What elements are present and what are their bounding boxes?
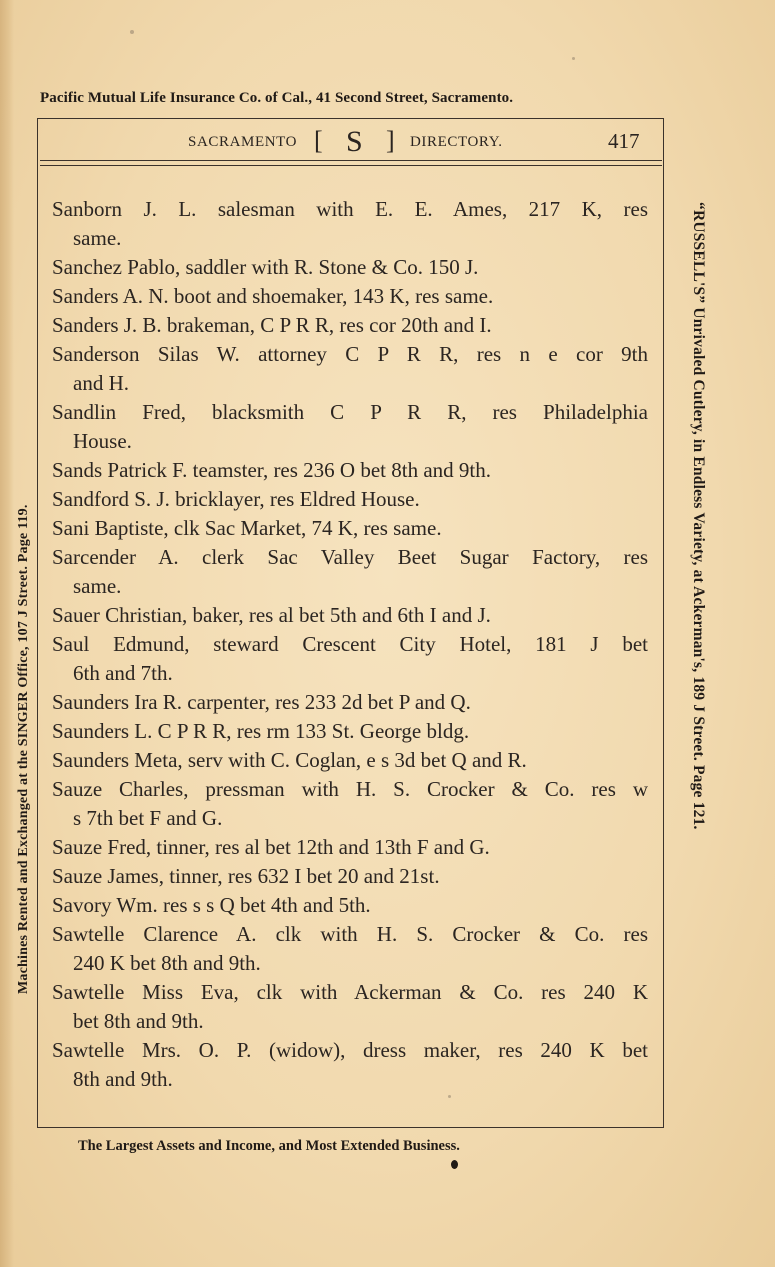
directory-entry (52, 775, 648, 833)
running-head (52, 125, 652, 161)
directory-entry (52, 920, 648, 978)
paper-speck (448, 1095, 451, 1098)
entry-line: Sanderson Silas W. attorney C P R R, res n e cor 9th (52, 342, 648, 366)
entry-line: Sanchez Pablo, saddler with R. Stone & Co. 150 J. (52, 255, 479, 279)
directory-entry (52, 195, 648, 253)
directory-entry (52, 514, 648, 543)
directory-entry (52, 862, 648, 891)
entry-line: Savory Wm. res s s Q bet 4th and 5th. (52, 893, 371, 917)
entry-line: Saunders Ira R. carpenter, res 233 2d bet P and Q. (52, 690, 471, 714)
directory-entry (52, 1036, 648, 1094)
entry-continuation-line: 240 K bet 8th and 9th. (73, 951, 261, 975)
right-margin-advertisement: “RUSSELL'S” Unrivaled Cutlery, in Endless Variety, at Ackerman's, 189 J Street. Page 121. (690, 202, 707, 830)
entry-continuation-line: 8th and 9th. (73, 1067, 173, 1091)
entry-line: Sawtelle Clarence A. clk with H. S. Crocker & Co. res (52, 922, 648, 946)
entry-line: Sauze Fred, tinner, res al bet 12th and 13th F and G. (52, 835, 490, 859)
directory-entry (52, 746, 648, 775)
header-rule (40, 160, 662, 161)
entry-line: Sani Baptiste, clk Sac Market, 74 K, res same. (52, 516, 442, 540)
entry-line: Saunders Meta, serv with C. Coglan, e s 3d bet Q and R. (52, 748, 527, 772)
directory-entry (52, 717, 648, 746)
entry-continuation-line: 6th and 7th. (73, 661, 173, 685)
page-number: 417 (608, 129, 640, 153)
entry-line: Sauer Christian, baker, res al bet 5th and 6th I and J. (52, 603, 491, 627)
directory-entry (52, 485, 648, 514)
left-margin-advertisement: Machines Rented and Exchanged at the SINGER Office, 107 J Street. Page 119. (16, 504, 31, 994)
header-rule (40, 165, 662, 166)
entry-line: Sawtelle Miss Eva, clk with Ackerman & Co. res 240 K (52, 980, 648, 1004)
entry-line: Sandlin Fred, blacksmith C P R R, res Philadelphia (52, 400, 648, 424)
entry-line: Sarcender A. clerk Sac Valley Beet Sugar Factory, res (52, 545, 648, 569)
running-head-letter: S (346, 125, 363, 158)
entry-line: Sanders J. B. brakeman, C P R R, res cor 20th and I. (52, 313, 492, 337)
entry-line: Sauze James, tinner, res 632 I bet 20 and 21st. (52, 864, 440, 888)
directory-entry (52, 398, 648, 456)
entry-line: Sanborn J. L. salesman with E. E. Ames, 217 K, res (52, 197, 648, 221)
directory-entry (52, 688, 648, 717)
frame-top-rule (37, 118, 664, 119)
entry-continuation-line: bet 8th and 9th. (73, 1009, 204, 1033)
entry-line: Sands Patrick F. teamster, res 236 O bet 8th and 9th. (52, 458, 491, 482)
running-head-title: DIRECTORY. (410, 134, 503, 150)
entry-line: Sandford S. J. bricklayer, res Eldred House. (52, 487, 420, 511)
paper-speck (130, 30, 134, 34)
entry-continuation-line: same. (73, 574, 122, 598)
bottom-advertisement: The Largest Assets and Income, and Most Extended Business. (78, 1138, 460, 1154)
running-head-city: SACRAMENTO (188, 134, 298, 150)
running-head-bracket-left: [ (314, 126, 323, 155)
directory-entry (52, 601, 648, 630)
entry-line: Sawtelle Mrs. O. P. (widow), dress maker, res 240 K bet (52, 1038, 648, 1062)
directory-entry (52, 630, 648, 688)
directory-entry (52, 891, 648, 920)
entry-line: Saunders L. C P R R, res rm 133 St. George bldg. (52, 719, 470, 743)
entry-continuation-line: House. (73, 429, 132, 453)
entry-line: Sauze Charles, pressman with H. S. Crocker & Co. res w (52, 777, 648, 801)
directory-entry (52, 311, 648, 340)
directory-entries (52, 195, 648, 1094)
entry-continuation-line: s 7th bet F and G. (73, 806, 223, 830)
entry-line: Saul Edmund, steward Crescent City Hotel, 181 J bet (52, 632, 648, 656)
directory-entry (52, 543, 648, 601)
directory-entry (52, 833, 648, 862)
directory-entry (52, 253, 648, 282)
directory-entry (52, 456, 648, 485)
paper-speck (572, 57, 575, 60)
entry-continuation-line: and H. (73, 371, 129, 395)
entry-continuation-line: same. (73, 226, 122, 250)
top-advertisement: Pacific Mutual Life Insurance Co. of Cal., 41 Second Street, Sacramento. (40, 90, 514, 106)
directory-entry (52, 340, 648, 398)
directory-entry (52, 978, 648, 1036)
directory-entry (52, 282, 648, 311)
page-edge-shadow (0, 0, 14, 1267)
running-head-bracket-right: ] (386, 126, 395, 155)
entry-line: Sanders A. N. boot and shoemaker, 143 K, res same. (52, 284, 494, 308)
ink-dot (451, 1160, 458, 1169)
